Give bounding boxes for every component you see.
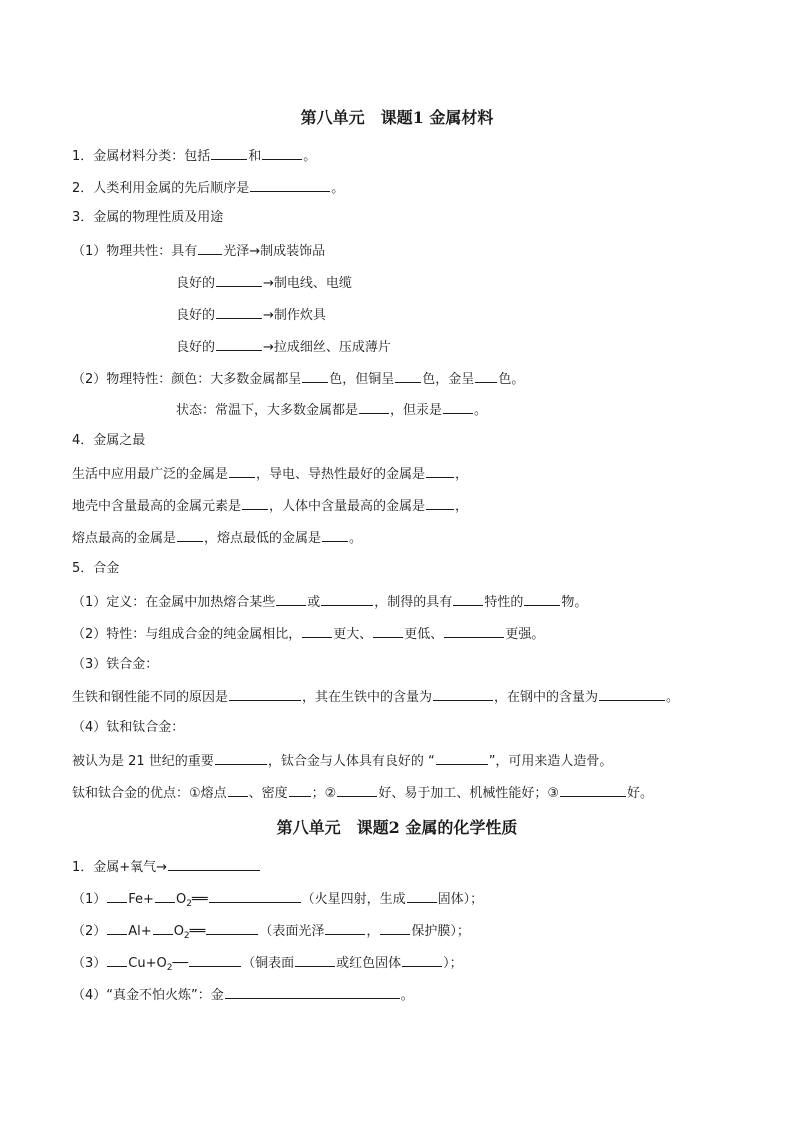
line-fe-reaction: （1） $Fe+ O_2══$ （火星四射，生成 固体）； <box>72 889 483 913</box>
blank[interactable] <box>322 528 348 542</box>
line-titanium-importance: 被认为是 21 世纪的重要 ，钛合金与人体具有良好的 “ ”，可用来造人造骨。 <box>72 751 612 771</box>
blank[interactable] <box>225 985 400 999</box>
blank[interactable] <box>228 783 248 797</box>
blank[interactable] <box>250 178 330 192</box>
blank[interactable] <box>262 146 302 160</box>
line-thermal: 良好的 →制作炊具 <box>176 305 326 325</box>
blank[interactable] <box>155 889 175 903</box>
blank[interactable] <box>229 687 301 701</box>
line-physical-properties: 3．金属的物理性质及用途 <box>72 210 224 225</box>
line-pig-iron-steel: 生铁和钢性能不同的原因是 ，其在生铁中的含量为 ，在钢中的含量为 。 <box>72 687 679 707</box>
blank[interactable] <box>402 953 442 967</box>
blank[interactable] <box>302 369 328 383</box>
blank[interactable] <box>177 528 203 542</box>
line-usage-order: 2．人类利用金属的先后顺序是 。 <box>72 178 344 198</box>
blank[interactable] <box>443 400 473 414</box>
blank[interactable] <box>276 592 306 606</box>
blank[interactable] <box>453 592 483 606</box>
blank[interactable] <box>198 241 222 255</box>
blank[interactable] <box>215 751 267 765</box>
line-state: 状态：常温下，大多数金属都是 ，但汞是 。 <box>176 400 487 420</box>
line-metal-classification: 1．金属材料分类：包括 和 。 <box>72 146 316 166</box>
blank[interactable] <box>407 889 437 903</box>
blank[interactable] <box>325 921 365 935</box>
blank[interactable] <box>426 496 454 510</box>
line-color: （2）物理特性：颜色：大多数金属都呈 色，但铜呈 色，金呈 色。 <box>72 369 524 389</box>
line-cu-reaction: （3） $Cu+O_2──$ （铜表面 或红色固体 ）； <box>72 953 463 977</box>
blank[interactable] <box>189 953 241 967</box>
blank[interactable] <box>209 889 301 903</box>
blank[interactable] <box>560 783 626 797</box>
line-iron-alloy: （3）铁合金： <box>72 657 159 672</box>
line-most-used: 生活中应用最广泛的金属是 ，导电、导热性最好的金属是 ， <box>72 464 468 484</box>
blank[interactable] <box>433 687 493 701</box>
blank[interactable] <box>599 687 665 701</box>
blank[interactable] <box>107 921 127 935</box>
line-al-reaction: （2） $Al+ O_2══$ （表面光泽 ， 保护膜）； <box>72 921 470 945</box>
blank[interactable] <box>289 783 311 797</box>
blank[interactable] <box>302 624 332 638</box>
line-ductility: 良好的 →拉成细丝、压成薄片 <box>176 337 391 357</box>
line-crust-element: 地壳中含量最高的金属元素是 ，人体中含量最高的金属是 ， <box>72 496 468 516</box>
blank[interactable] <box>395 369 421 383</box>
line-melting-point: 熔点最高的金属是 ，熔点最低的金属是 。 <box>72 528 362 548</box>
line-metal-records: 4．金属之最 <box>72 433 146 448</box>
blank[interactable] <box>211 146 247 160</box>
blank[interactable] <box>337 783 377 797</box>
blank[interactable] <box>107 953 127 967</box>
blank[interactable] <box>426 464 454 478</box>
line-alloy-definition: （1）定义：在金属中加热熔合某些 或 ，制得的具有 特性的 物。 <box>72 592 587 612</box>
blank[interactable] <box>216 273 262 287</box>
unit-title-1: 第八单元 课题1 金属材料 <box>300 108 494 127</box>
blank[interactable] <box>153 921 173 935</box>
unit-title-2: 第八单元 课题2 金属的化学性质 <box>276 818 518 837</box>
line-common-properties: （1）物理共性：具有 光泽→制成装饰品 <box>72 241 325 261</box>
line-alloy: 5．合金 <box>72 561 120 576</box>
line-conductivity: 良好的 →制电线、电缆 <box>176 273 352 293</box>
blank[interactable] <box>380 921 410 935</box>
blank[interactable] <box>216 337 262 351</box>
line-metal-oxygen: 1．金属+氧气→ <box>72 857 261 877</box>
blank[interactable] <box>321 592 373 606</box>
blank[interactable] <box>373 624 403 638</box>
blank[interactable] <box>107 889 127 903</box>
line-titanium: （4）钛和钛合金： <box>72 720 185 735</box>
blank[interactable] <box>206 921 258 935</box>
blank[interactable] <box>475 369 497 383</box>
line-gold: （4）“真金不怕火炼”：金 。 <box>72 985 414 1005</box>
line-alloy-properties: （2）特性：与组成合金的纯金属相比， 更大、 更低、 更强。 <box>72 624 544 644</box>
blank[interactable] <box>295 953 335 967</box>
blank[interactable] <box>436 751 488 765</box>
line-titanium-advantages: 钛和钛合金的优点：①熔点 、密度 ；② 好、易于加工、机械性能好；③ 好。 <box>72 783 653 803</box>
blank[interactable] <box>359 400 389 414</box>
blank[interactable] <box>216 305 262 319</box>
blank[interactable] <box>168 857 260 871</box>
blank[interactable] <box>242 496 268 510</box>
blank[interactable] <box>444 624 504 638</box>
blank[interactable] <box>524 592 560 606</box>
blank[interactable] <box>229 464 255 478</box>
